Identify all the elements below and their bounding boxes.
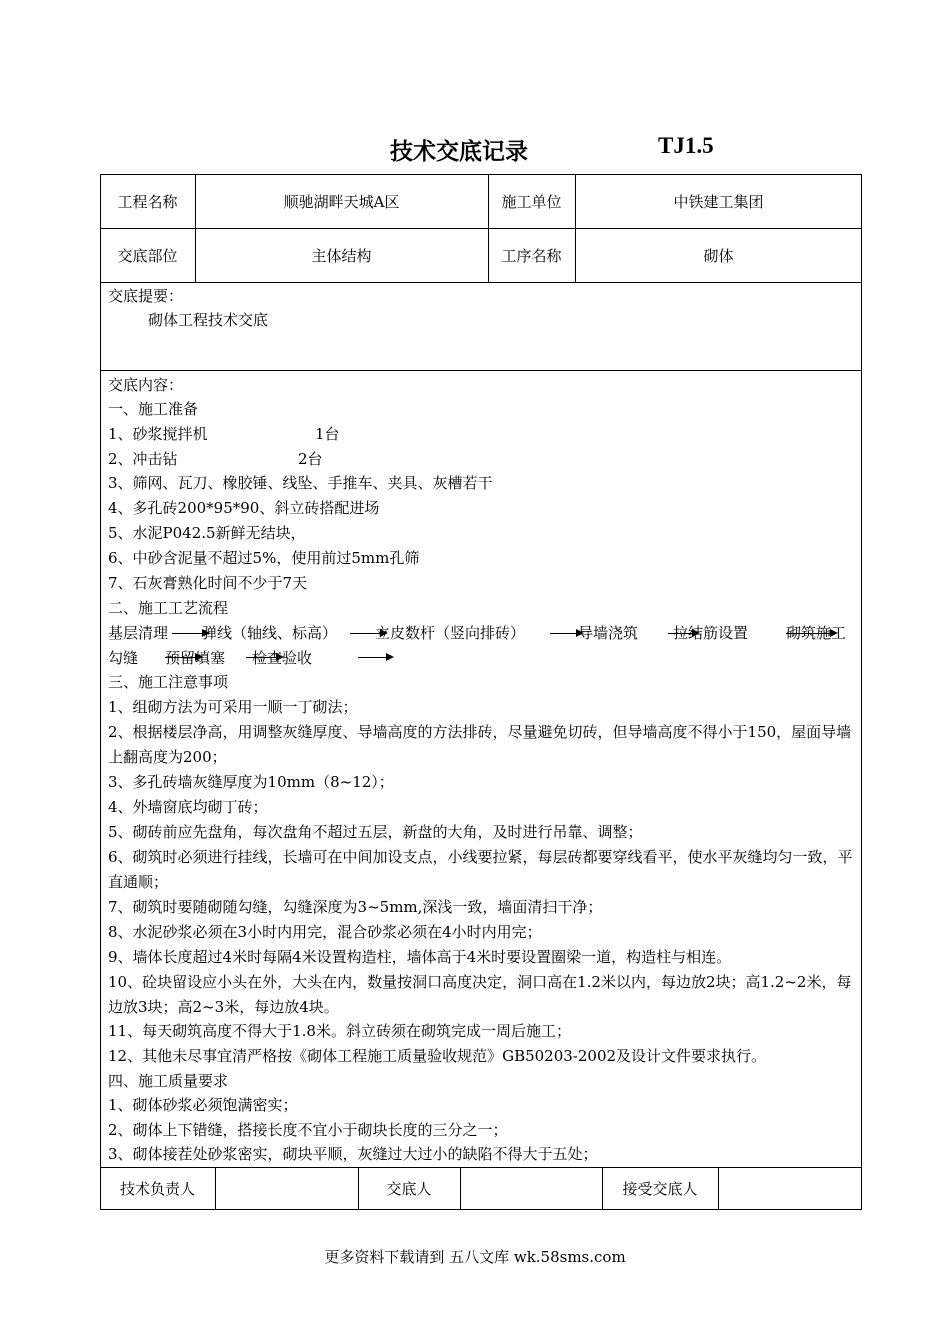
flow-step: 立皮数杆（竖向排砖） bbox=[375, 624, 526, 642]
process-label: 工序名称 bbox=[501, 246, 562, 265]
prep-item-3: 3、筛网、瓦刀、橡胶锤、线坠、手推车、夹具、灰槽若干 bbox=[108, 474, 493, 492]
prep-item-7: 7、石灰膏熟化时间不少于7天 bbox=[108, 574, 308, 592]
note-item-11: 11、每天砌筑高度不得大于1.8米。斜立砖须在砌筑完成一周后施工； bbox=[108, 1022, 571, 1040]
summary-label: 交底提要： bbox=[108, 287, 184, 305]
note-item-7: 7、砌筑时要随砌随勾缝，勾缝深度为3~5mm,深浅一致，墙面清扫干净； bbox=[108, 898, 603, 916]
flow-step: 勾缝 bbox=[108, 649, 139, 667]
receiver-signature-field[interactable] bbox=[718, 1167, 862, 1210]
note-item-6: 6、砌筑时必须进行挂线，长墙可在中间加设支点，小线要拉紧，每层砖都要穿线看平，使水平灰缝均匀一致，平直通顺； bbox=[108, 848, 853, 891]
quality-item-1: 1、砌体砂浆必须饱满密实； bbox=[108, 1096, 298, 1114]
prep-item-2: 2、冲击钻 bbox=[108, 450, 178, 468]
prep-item-2-qty: 2台 bbox=[298, 450, 323, 468]
flow-step: 检查验收 bbox=[252, 649, 313, 667]
prep-item-6: 6、中砂含泥量不超过5%，使用前过5mm孔筛 bbox=[108, 549, 420, 567]
content-label: 交底内容： bbox=[108, 376, 184, 394]
project-name-value: 顺驰湖畔天城A区 bbox=[283, 192, 400, 211]
prep-item-4: 4、多孔砖200*95*90、斜立砖搭配进场 bbox=[108, 499, 380, 517]
quality-item-2: 2、砌体上下错缝，搭接长度不宜小于砌块长度的三分之一； bbox=[108, 1121, 508, 1139]
contractor-label: 施工单位 bbox=[501, 192, 562, 211]
note-item-8: 8、水泥砂浆必须在3小时内用完，混合砂浆必须在4小时内用完； bbox=[108, 923, 542, 941]
part-value: 主体结构 bbox=[311, 246, 372, 265]
note-item-5: 5、砌砖前应先盘角，每次盘角不超过五层，新盘的大角，及时进行吊靠、调整； bbox=[108, 823, 643, 841]
flow-step: 预留填塞 bbox=[165, 649, 226, 667]
document-code: TJ1.5 bbox=[658, 133, 714, 158]
section-4-title: 四、施工质量要求 bbox=[108, 1072, 229, 1090]
part-label: 交底部位 bbox=[117, 246, 178, 265]
document-title: 技术交底记录 bbox=[390, 138, 528, 165]
quality-item-3: 3、砌体接茬处砂浆密实，砌块平顺，灰缝过大过小的缺陷不得大于五处； bbox=[108, 1145, 598, 1163]
note-item-10: 10、砼块留设应小头在外，大头在内，数量按洞口高度决定，洞口高在1.2米以内，每边放2块；高1.2~2米，每边放3块；高2~3米，每边放4块。 bbox=[108, 973, 852, 1016]
prep-item-1-qty: 1台 bbox=[315, 425, 340, 443]
tech-lead-label: 技术负责人 bbox=[119, 1180, 195, 1198]
note-item-9: 9、墙体长度超过4米时每隔4米设置构造柱，墙体高于4米时要设置圈梁一道，构造柱与相连。 bbox=[108, 948, 732, 966]
flow-step: 砌筑施工 bbox=[786, 624, 847, 642]
flow-arrow bbox=[358, 657, 392, 658]
note-item-4: 4、外墙窗底均砌丁砖； bbox=[108, 798, 268, 816]
section-2-title: 二、施工工艺流程 bbox=[108, 599, 229, 617]
tech-lead-signature-field[interactable] bbox=[215, 1167, 358, 1210]
note-item-1: 1、组砌方法为可采用一顺一丁砌法； bbox=[108, 698, 358, 716]
prep-item-5: 5、水泥P042.5新鲜无结块， bbox=[108, 524, 306, 542]
section-3-title: 三、施工注意事项 bbox=[108, 673, 229, 691]
presenter-label: 交底人 bbox=[386, 1180, 432, 1198]
contractor-value: 中铁建工集团 bbox=[673, 192, 764, 211]
flow-step: 基层清理 bbox=[108, 624, 169, 642]
prep-item-1: 1、砂浆搅拌机 bbox=[108, 425, 208, 443]
flow-step: 弹线（轴线、标高） bbox=[202, 624, 338, 642]
process-value: 砌体 bbox=[703, 246, 734, 265]
receiver-label: 接受交底人 bbox=[622, 1180, 698, 1198]
flow-step: 拉结筋设置 bbox=[673, 624, 749, 642]
summary-text: 砌体工程技术交底 bbox=[148, 311, 269, 329]
footer-link[interactable]: 更多资料下载请到 五八文库 wk.58sms.com bbox=[324, 1248, 626, 1266]
note-item-2: 2、根据楼层净高，用调整灰缝厚度、导墙高度的方法排砖，尽量避免切砖，但导墙高度不得小于150，屋面导墙上翻高度为200； bbox=[108, 723, 852, 766]
note-item-12: 12、其他未尽事宜清严格按《砌体工程施工质量验收规范》GB50203-2002及设计文件要求执行。 bbox=[108, 1047, 767, 1065]
flow-step: 导墙浇筑 bbox=[578, 624, 639, 642]
presenter-signature-field[interactable] bbox=[460, 1167, 602, 1210]
project-name-label: 工程名称 bbox=[117, 192, 178, 211]
section-1-title: 一、施工准备 bbox=[108, 400, 199, 418]
note-item-3: 3、多孔砖墙灰缝厚度为10mm（8~12）； bbox=[108, 773, 394, 791]
